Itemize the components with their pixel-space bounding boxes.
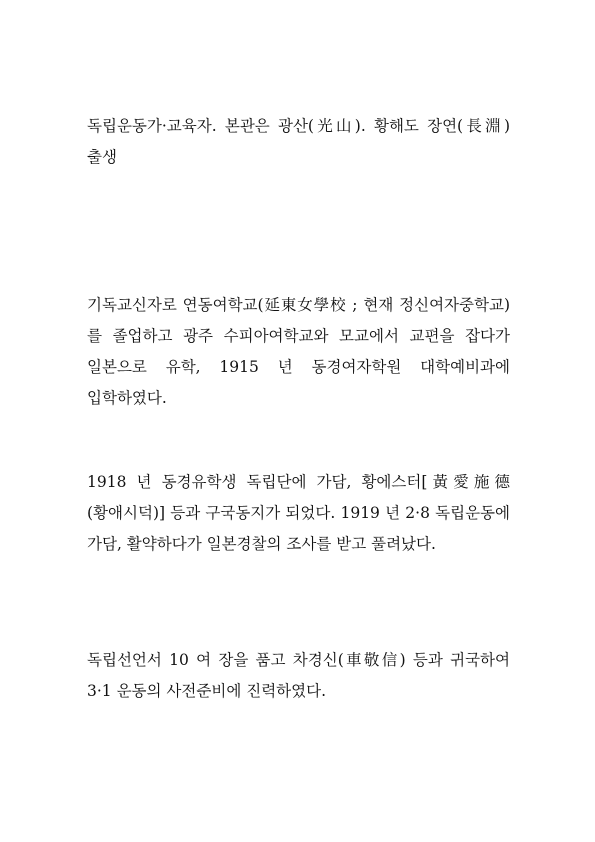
- paragraph-independence-group: 1918 년 동경유학생 독립단에 가담, 황에스터[黃愛施德(황애시덕)] 등과 구국동지가 되었다. 1919 년 2·8 독립운동에 가담, 활약하다가 일본경찰의 조사를 받고 풀려났다.: [87, 473, 510, 553]
- paragraph-education: 기독교신자로 연동여학교(延東女學校 ; 현재 정신여자중학교)를 졸업하고 광주 수피아여학교와 모교에서 교편을 잡다가 일본으로 유학, 1915 년 동경여자학원 대학예비과에 입학하였다.: [87, 296, 510, 407]
- paragraph-declaration: 독립선언서 10 여 장을 품고 차경신(車敬信) 등과 귀국하여 3·1 운동의 사전준비에 진력하였다.: [87, 651, 510, 700]
- paragraph-origin: 독립운동가·교육자. 본관은 광산(光山). 황해도 장연(長淵) 출생: [87, 117, 510, 166]
